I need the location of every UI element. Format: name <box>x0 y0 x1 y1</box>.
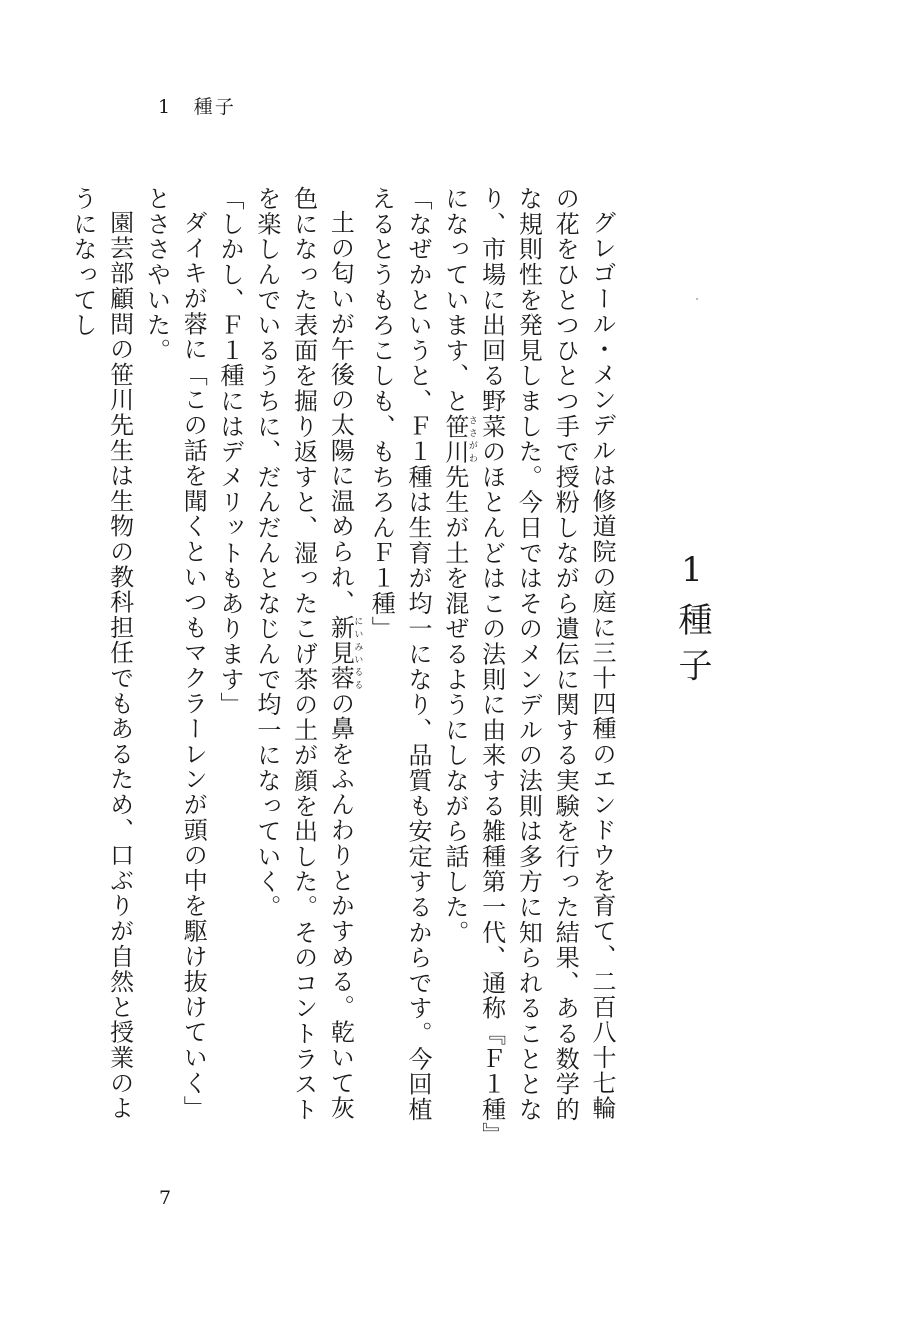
running-head <box>158 92 236 119</box>
paragraph <box>64 186 138 1146</box>
text-run: グレゴール・メンデルは修道院の庭に三十四種のエンドウを育て、二百八十七輪の花をひとつひとつ手で授粉しながら遺伝に関する実験を行った結果、ある数学的な規則性を発見しました。今日ではそのメンデルの法則は多方に知られることとなり、市場に出回る野菜のほとんどはこの法則に由来する雑種第一代、通称『Ｆ１種』になっています、と <box>440 186 616 1136</box>
text-run: 土の匂いが午後の太陽に温められ、 <box>326 210 355 615</box>
text-run: 先生が土を混ぜるようにしながら話した。 <box>440 464 469 946</box>
text-run: 「しかし、Ｆ１種にはデメリットもあります」 <box>216 186 245 718</box>
dialogue-paragraph <box>362 186 436 1146</box>
ruby-word: 笹川ささがわ <box>440 413 477 465</box>
ruby-reading: ささがわ <box>466 413 477 465</box>
chapter-heading <box>662 550 722 710</box>
ruby-reading: にいみいるる <box>352 614 363 691</box>
text-run: 園芸部顧問の笹川先生は生物の教科担任でもあるため、口ぶりが自然と授業のようになってし <box>68 186 134 1121</box>
running-head-chapter-number: 1 <box>158 96 173 118</box>
chapter-title: 種子 <box>672 601 712 694</box>
body-text <box>68 186 620 1146</box>
running-head-chapter-title: 種子 <box>193 96 237 118</box>
text-run: ダイキが蓉に「この話を聞くといつもマクラーレンが頭の中を駆け抜けていく」とささやいた。 <box>142 186 208 1121</box>
dialogue-paragraph <box>211 186 248 1146</box>
text-run: 「なぜかというと、Ｆ１種は生育が均一になり、品質も安定するからです。今回植えるとうもろこしも、もちろんＦ１種」 <box>367 186 433 1123</box>
page-number: 7 <box>159 1187 172 1209</box>
paragraph <box>248 186 362 1146</box>
chapter-number: 1 <box>672 550 712 602</box>
text-run: の鼻をふんわりとかすめる。乾いて灰色になった表面を掘り返すと、湿ったこげ茶の土が顔を出した。そのコントラストを楽しんでいるうちに、だんだんとなじんで均一になっていく。 <box>252 186 355 1123</box>
paragraph <box>436 186 620 1146</box>
scan-speck <box>696 298 698 300</box>
paragraph <box>138 186 212 1146</box>
ruby-word: 新見蓉にいみいるる <box>326 614 363 691</box>
